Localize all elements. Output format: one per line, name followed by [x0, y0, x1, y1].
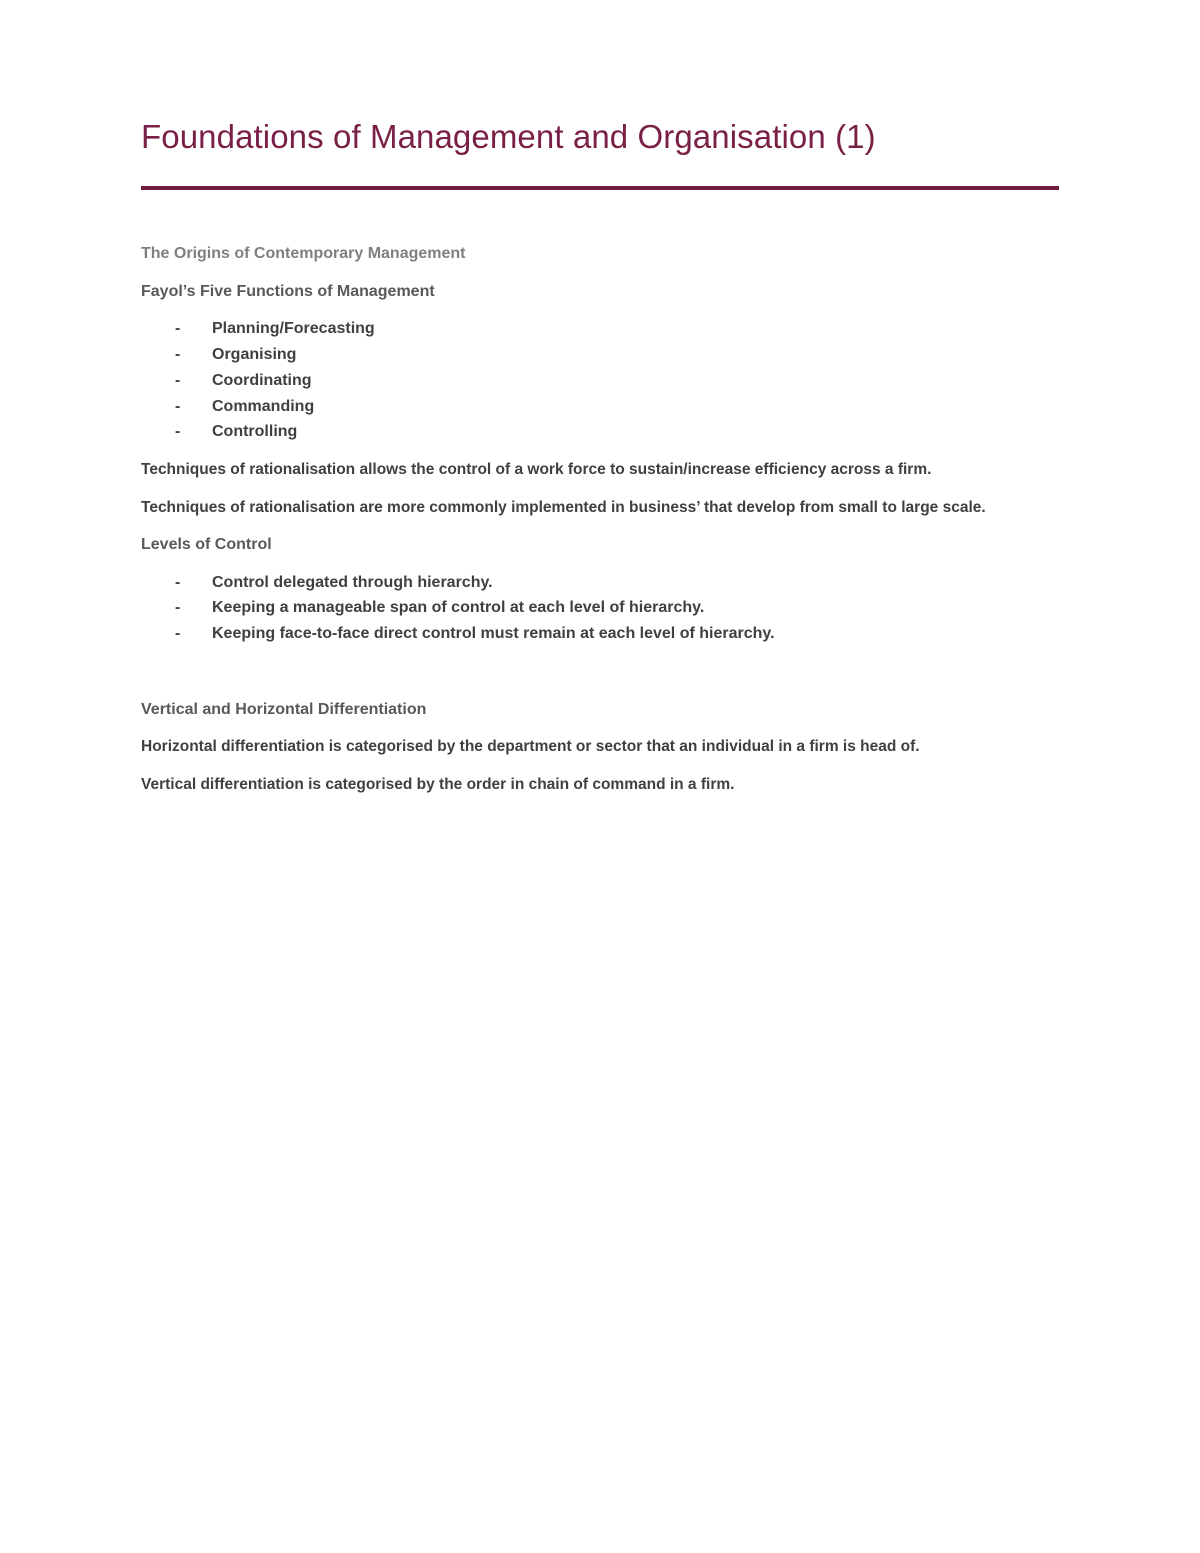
bullet-marker: -: [175, 320, 181, 337]
list-item-text: Coordinating: [212, 372, 312, 389]
section-heading-fayol: Fayol’s Five Functions of Management: [141, 283, 435, 300]
bullet-marker: -: [175, 599, 181, 616]
list-item: [175, 598, 704, 618]
bullet-marker: -: [175, 574, 181, 591]
paragraph: Techniques of rationalisation allows the control of a work force to sustain/increase efficiency across a firm.: [141, 461, 932, 478]
list-item: [175, 371, 312, 391]
list-item: [175, 319, 375, 339]
bullet-marker: -: [175, 372, 181, 389]
bullet-marker: -: [175, 346, 181, 363]
paragraph: Techniques of rationalisation are more commonly implemented in business’ that develop from small to large scale.: [141, 499, 986, 516]
list-item: [175, 573, 493, 593]
list-item-text: Keeping face-to-face direct control must remain at each level of hierarchy.: [212, 625, 775, 642]
list-item: [175, 624, 775, 644]
title-underline-rule: [141, 186, 1059, 190]
list-item-text: Keeping a manageable span of control at each level of hierarchy.: [212, 599, 705, 616]
section-heading-levels-of-control: Levels of Control: [141, 536, 272, 553]
section-heading-differentiation: Vertical and Horizontal Differentiation: [141, 701, 427, 718]
bullet-marker: -: [175, 625, 181, 642]
list-item: [175, 345, 296, 365]
list-item-text: Organising: [212, 346, 297, 363]
list-item-text: Planning/Forecasting: [212, 320, 375, 337]
paragraph: Horizontal differentiation is categorised by the department or sector that an individual in a firm is head of.: [141, 738, 920, 755]
list-item: [175, 397, 314, 417]
list-item-text: Controlling: [212, 423, 298, 440]
list-item-text: Commanding: [212, 398, 315, 415]
list-item-text: Control delegated through hierarchy.: [212, 574, 493, 591]
document-subtitle: The Origins of Contemporary Management: [141, 245, 466, 262]
bullet-marker: -: [175, 423, 181, 440]
paragraph: Vertical differentiation is categorised by the order in chain of command in a firm.: [141, 776, 735, 793]
bullet-marker: -: [175, 398, 181, 415]
document-title: Foundations of Management and Organisation (1): [141, 118, 876, 155]
list-item: [175, 422, 297, 442]
